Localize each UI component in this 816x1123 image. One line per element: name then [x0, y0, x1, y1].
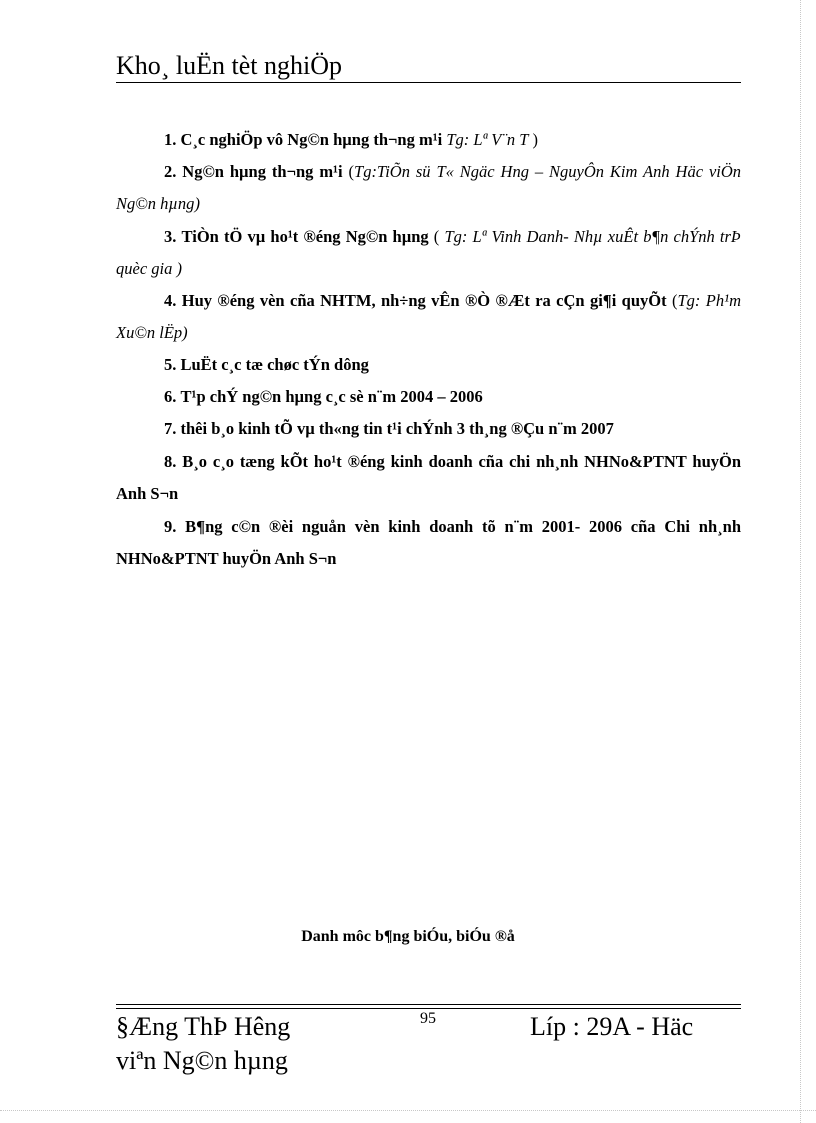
reference-author: Tg:TiÕn sü T« Ngäc Hng – NguyÔn Kim Anh Häc viÖn Ng©n hµng	[116, 162, 742, 213]
reference-number: 9.	[164, 517, 177, 536]
footer-author: §Æng ThÞ Hêng	[116, 1012, 291, 1041]
reference-tail: )	[194, 194, 200, 213]
reference-title: T¹p chÝ ng©n hµng c¸c sè n¨m 2004 – 2006	[180, 387, 483, 406]
reference-number: 3.	[164, 227, 177, 246]
reference-item-3	[116, 221, 741, 285]
reference-number: 4.	[164, 291, 177, 310]
reference-open-paren: (	[342, 162, 355, 181]
reference-number: 8.	[164, 452, 177, 471]
footer-divider-bottom	[116, 1008, 741, 1009]
list-of-tables-heading: Danh môc b¶ng biÓu, biÓu ®å	[301, 928, 515, 945]
reference-number: 2.	[164, 162, 177, 181]
reference-item-5	[116, 349, 741, 381]
reference-title: B¶ng c©n ®èi nguån vèn kinh doanh tõ n¨m 2001- 2006 cña Chi nh¸nh NHNo&PTNT huyÖn Anh S¬n	[116, 517, 742, 568]
reference-number: 1.	[164, 130, 177, 149]
reference-item-7	[116, 413, 741, 445]
footer-institution: viªn Ng©n hµng	[116, 1046, 288, 1075]
reference-open-paren: (	[428, 227, 445, 246]
reference-title: thêi b¸o kinh tÕ vµ th«ng tin t¹i chÝnh 3 th¸ng ®Çu n¨m 2007	[180, 419, 614, 438]
header-divider	[116, 82, 741, 83]
reference-item-9	[116, 511, 741, 575]
reference-number: 6.	[164, 387, 177, 406]
reference-title: Huy ®éng vèn cña NHTM, nh÷ng vÊn ®Ò ®Æt ra cÇn gi¶i quyÕt	[181, 291, 667, 310]
footer-divider-top	[116, 1004, 741, 1005]
reference-number: 7.	[164, 419, 177, 438]
reference-title: Ng©n hµng th¬ng m¹i	[182, 162, 343, 181]
reference-author: Tg: Ph¹m Xu©n lËp)	[116, 291, 741, 342]
reference-open-paren: (	[666, 291, 678, 310]
reference-title: TiÒn tÖ vµ ho¹t ®éng Ng©n hµng	[181, 227, 429, 246]
page-edge-right	[800, 0, 801, 1123]
reference-item-2	[116, 156, 741, 220]
reference-author: Tg: Lª V¨n T	[446, 130, 529, 149]
page-edge-bottom	[0, 1110, 816, 1111]
reference-item-6	[116, 381, 741, 413]
reference-author: Tg: Lª Vinh Danh- Nhµ xuÊt b¶n chÝnh trÞ quèc gia	[116, 227, 741, 278]
reference-item-4	[116, 285, 741, 349]
reference-title: LuËt c¸c tæ chøc tÝn dông	[180, 355, 369, 374]
reference-tail: )	[176, 259, 182, 278]
reference-title: B¸o c¸o tæng kÕt ho¹t ®éng kinh doanh cña chi nh¸nh NHNo&PTNT huyÖn Anh S¬n	[116, 452, 742, 503]
footer-author-block	[116, 1010, 376, 1078]
reference-item-8	[116, 446, 741, 510]
page-header-title: Kho¸ luËn tèt nghiÖp	[116, 51, 343, 80]
page-number: 95	[420, 1010, 436, 1027]
reference-number: 5.	[164, 355, 177, 374]
reference-tail: )	[532, 130, 539, 149]
footer-class-info: Líp : 29A - Häc	[530, 1012, 694, 1041]
reference-item-1	[116, 124, 741, 156]
reference-title: C¸c nghiÖp vô Ng©n hµng th¬ng m¹i	[180, 130, 443, 149]
